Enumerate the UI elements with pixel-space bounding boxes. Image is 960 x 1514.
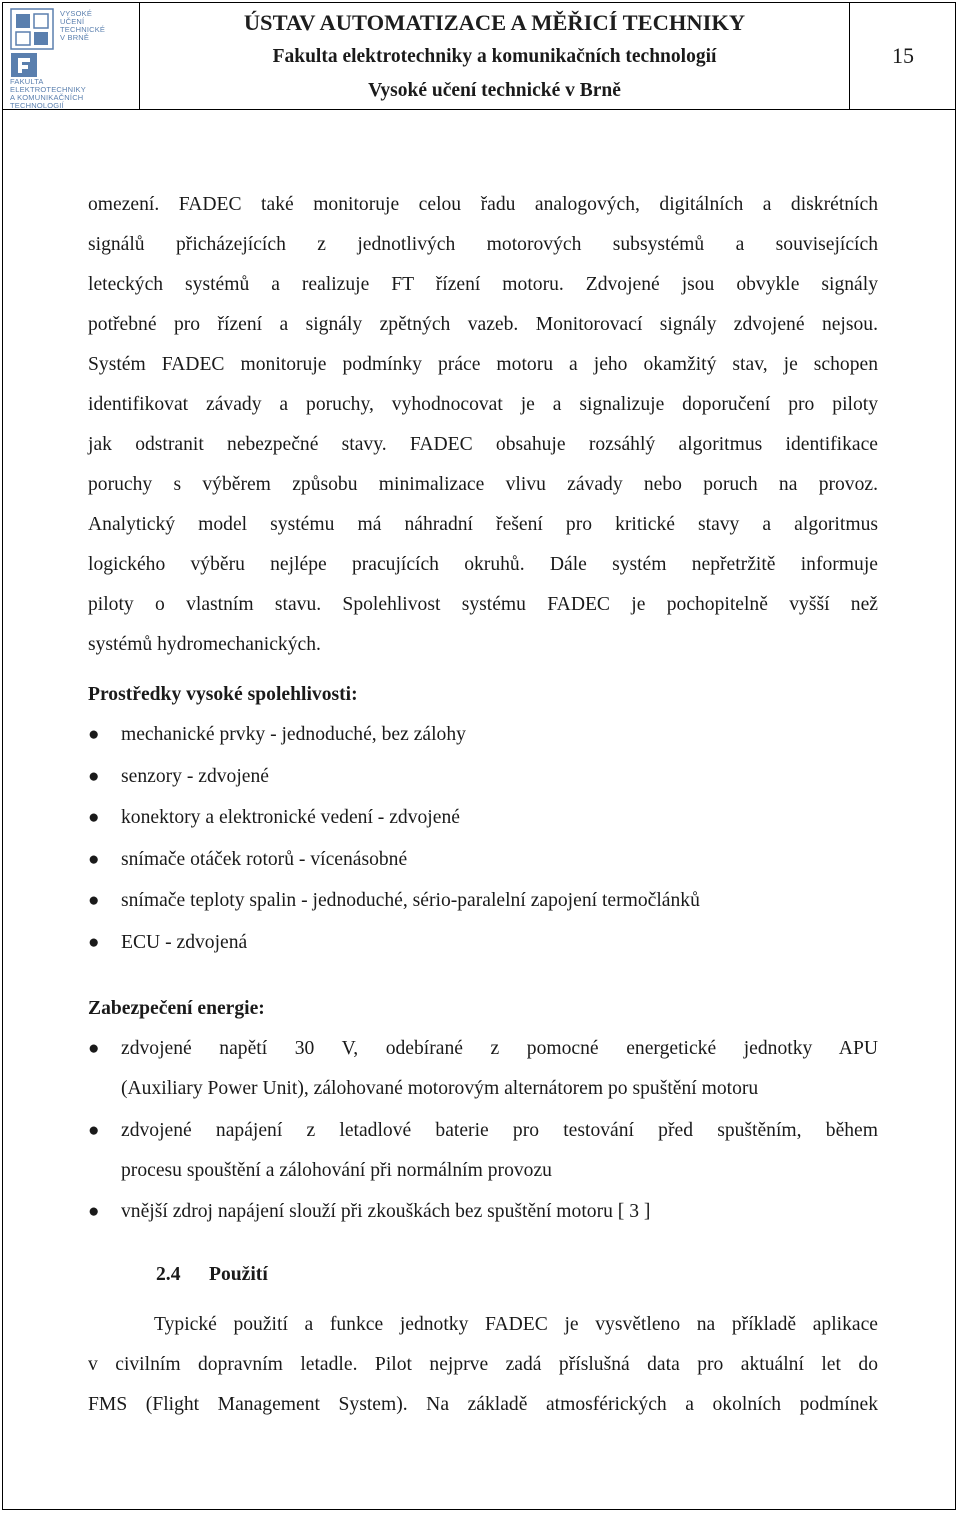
page-frame: [2, 2, 956, 1510]
bullet-icon: ●: [88, 849, 100, 870]
list-item: konektory a elektronické vedení - zdvojené: [121, 807, 460, 828]
faculty-name: Fakulta elektrotechniky a komunikačních technologií: [272, 46, 717, 67]
paragraph-line: Systém FADEC monitoruje podmínky práce motoru a jeho okamžitý stav, je schopen: [88, 354, 878, 375]
university-name: Vysoké učení technické v Brně: [368, 80, 621, 101]
list-item-continuation: (Auxiliary Power Unit), zálohované motorovým alternátorem po spuštění motoru: [121, 1078, 759, 1099]
university-logo: [10, 8, 130, 50]
bullet-icon: ●: [88, 1201, 100, 1222]
logo-cell: [2, 2, 140, 109]
header-title-cell: [140, 2, 850, 109]
university-logo-text: VYSOKÉ UČENÍ TECHNICKÉ V BRNĚ: [60, 9, 106, 42]
bullet-icon: ●: [88, 890, 100, 911]
faculty-logo: [10, 52, 130, 108]
faculty-logo-text: FAKULTA ELEKTROTECHNIKY A KOMUNIKAČNÍCH TECHNOLOGIÍ: [10, 77, 86, 109]
bullet-icon: ●: [88, 1120, 100, 1141]
bullet-icon: ●: [88, 807, 100, 828]
section-title: Použití: [209, 1264, 268, 1285]
paragraph-line: piloty o vlastním stavu. Spolehlivost systému FADEC je pochopitelně vyšší než: [88, 594, 878, 615]
list-item-continuation: procesu spouštění a zálohování při normálním provozu: [121, 1160, 552, 1181]
paragraph-line: identifikovat závady a poruchy, vyhodnocovat je a signalizuje doporučení pro piloty: [88, 394, 878, 415]
page-number: 15: [892, 42, 914, 68]
list-item: mechanické prvky - jednoduché, bez zálohy: [121, 724, 466, 745]
paragraph-line: omezení. FADEC také monitoruje celou řadu analogových, digitálních a diskrétních: [88, 194, 878, 215]
bullet-icon: ●: [88, 932, 100, 953]
paragraph-line: logického výběru nejlépe pracujících okruhů. Dále systém nepřetržitě informuje: [88, 554, 878, 575]
energy-heading: Zabezpečení energie:: [88, 998, 265, 1019]
section-number: 2.4: [156, 1264, 181, 1285]
faculty-emblem-icon: [10, 52, 38, 78]
list-item: ECU - zdvojená: [121, 932, 248, 953]
paragraph-line: v civilním dopravním letadle. Pilot nejprve zadá příslušná data pro aktuální let do: [88, 1354, 878, 1375]
institute-name: ÚSTAV AUTOMATIZACE A MĚŘICÍ TECHNIKY: [243, 10, 746, 35]
list-item: zdvojené napětí 30 V, odebírané z pomocné energetické jednotky APU: [121, 1038, 878, 1059]
paragraph-line: FMS (Flight Management System). Na základě atmosférických a okolních podmínek: [88, 1394, 878, 1415]
list-item: snímače otáček rotorů - vícenásobné: [121, 849, 408, 870]
paragraph-line: leteckých systémů a realizuje FT řízení motoru. Zdvojené jsou obvykle signály: [88, 274, 878, 295]
page-header: [2, 2, 956, 110]
list-item: snímače teploty spalin - jednoduché, sério-paralelní zapojení termočlánků: [121, 890, 700, 911]
paragraph-line: jak odstranit nebezpečné stavy. FADEC obsahuje rozsáhlý algoritmus identifikace: [88, 434, 878, 455]
list-item: zdvojené napájení z letadlové baterie pro testování před spuštěním, během: [121, 1120, 878, 1141]
bullet-icon: ●: [88, 766, 100, 787]
list-item: senzory - zdvojené: [121, 766, 269, 787]
paragraph-line: Analytický model systému má náhradní řešení pro kritické stavy a algoritmus: [88, 514, 878, 535]
list-item: vnější zdroj napájení slouží při zkouškách bez spuštění motoru [ 3 ]: [121, 1201, 651, 1222]
paragraph-line: signálů přicházejících z jednotlivých motorových subsystémů a souvisejících: [88, 234, 878, 255]
university-emblem-icon: [10, 8, 54, 50]
paragraph-line: potřebné pro řízení a signály zpětných vazeb. Monitorovací signály zdvojené nejsou.: [88, 314, 878, 335]
bullet-icon: ●: [88, 1038, 100, 1059]
paragraph-line: poruchy s výběrem způsobu minimalizace vlivu závady nebo poruch na provoz.: [88, 474, 878, 495]
paragraph-line: systémů hydromechanických.: [88, 634, 321, 655]
paragraph-line: Typické použití a funkce jednotky FADEC je vysvětleno na příkladě aplikace: [154, 1314, 878, 1335]
bullet-icon: ●: [88, 724, 100, 745]
reliability-heading: Prostředky vysoké spolehlivosti:: [88, 684, 358, 705]
